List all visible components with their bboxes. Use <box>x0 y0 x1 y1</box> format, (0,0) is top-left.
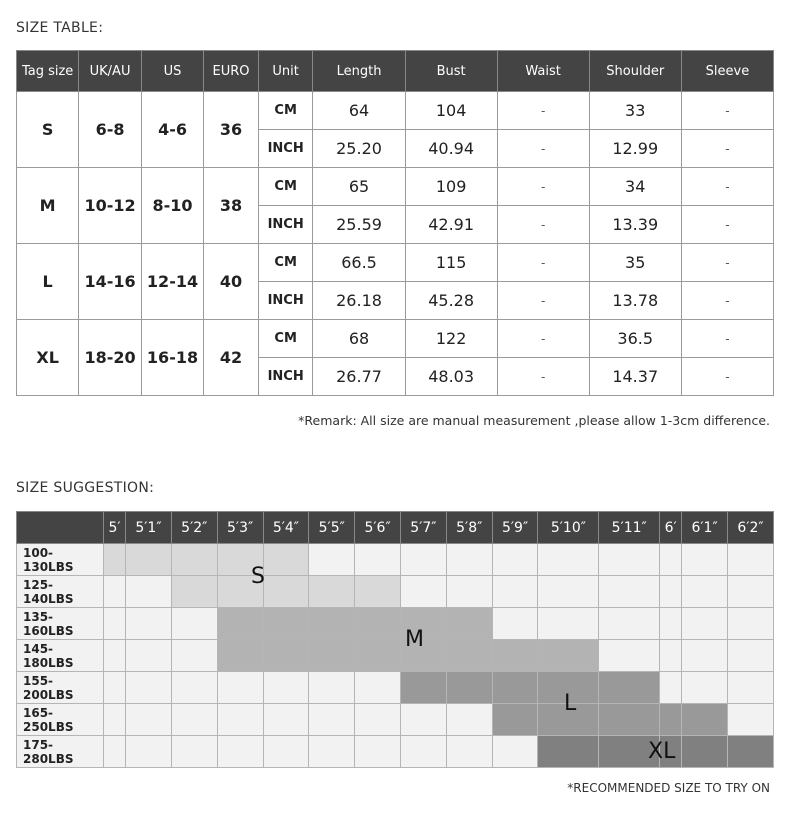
grid-cell-m <box>217 640 263 672</box>
shoulder-cell: 34 <box>589 168 681 206</box>
grid-cell-empty <box>660 544 682 576</box>
unit-cell: CM <box>258 168 313 206</box>
grid-cell-m <box>355 608 401 640</box>
size-table <box>16 50 774 396</box>
grid-cell-xl <box>728 736 774 768</box>
height-header: 5′6″ <box>355 512 401 544</box>
waist-cell: - <box>497 320 589 358</box>
sleeve-cell: - <box>681 130 773 168</box>
grid-cell-empty <box>355 672 401 704</box>
grid-cell-s <box>355 576 401 608</box>
col-waist: Waist <box>497 51 589 92</box>
grid-cell-empty <box>492 608 538 640</box>
weight-row <box>17 576 774 608</box>
height-header: 6′2″ <box>728 512 774 544</box>
grid-cell-empty <box>171 608 217 640</box>
grid-cell-empty <box>126 608 172 640</box>
shoulder-cell: 12.99 <box>589 130 681 168</box>
grid-cell-empty <box>728 640 774 672</box>
grid-cell-empty <box>126 736 172 768</box>
height-header: 6′ <box>660 512 682 544</box>
grid-cell-empty <box>355 544 401 576</box>
grid-cell-m <box>263 608 309 640</box>
waist-cell: - <box>497 206 589 244</box>
grid-cell-m <box>309 608 355 640</box>
grid-cell-empty <box>682 544 728 576</box>
grid-cell-empty <box>682 608 728 640</box>
weight-row <box>17 608 774 640</box>
shoulder-cell: 35 <box>589 244 681 282</box>
grid-cell-empty <box>104 736 126 768</box>
height-header: 5′5″ <box>309 512 355 544</box>
height-header: 5′1″ <box>126 512 172 544</box>
waist-cell: - <box>497 168 589 206</box>
size-row-s-cm <box>17 92 774 130</box>
grid-cell-xl <box>538 736 599 768</box>
size-suggestion-header-row <box>17 512 774 544</box>
height-header: 5′2″ <box>171 512 217 544</box>
waist-cell: - <box>497 282 589 320</box>
grid-cell-empty <box>126 672 172 704</box>
size-row-xl-cm <box>17 320 774 358</box>
unit-cell: INCH <box>258 206 313 244</box>
unit-cell: CM <box>258 92 313 130</box>
grid-cell-empty <box>355 704 401 736</box>
bust-cell: 115 <box>405 244 497 282</box>
grid-cell-empty <box>309 704 355 736</box>
length-cell: 25.59 <box>313 206 405 244</box>
unit-cell: CM <box>258 320 313 358</box>
weight-label: 175-280LBS <box>17 736 104 768</box>
zone-label-l: L <box>564 691 577 716</box>
grid-cell-l <box>492 672 538 704</box>
tag-size-cell: XL <box>17 320 79 396</box>
grid-cell-s <box>171 544 217 576</box>
grid-cell-empty <box>682 640 728 672</box>
grid-cell-empty <box>599 608 660 640</box>
grid-cell-m <box>309 640 355 672</box>
grid-cell-s <box>104 544 126 576</box>
grid-cell-empty <box>104 608 126 640</box>
grid-cell-empty <box>171 640 217 672</box>
waist-cell: - <box>497 358 589 396</box>
grid-cell-empty <box>104 672 126 704</box>
grid-cell-empty <box>446 736 492 768</box>
grid-cell-s <box>171 576 217 608</box>
bust-cell: 109 <box>405 168 497 206</box>
waist-cell: - <box>497 92 589 130</box>
grid-cell-empty <box>660 608 682 640</box>
size-table-header-row <box>17 51 774 92</box>
bust-cell: 122 <box>405 320 497 358</box>
bust-cell: 48.03 <box>405 358 497 396</box>
grid-cell-empty <box>401 576 447 608</box>
grid-cell-empty <box>263 736 309 768</box>
grid-cell-empty <box>599 544 660 576</box>
grid-cell-empty <box>728 672 774 704</box>
grid-cell-m <box>446 640 492 672</box>
grid-cell-empty <box>126 576 172 608</box>
col-sleeve: Sleeve <box>681 51 773 92</box>
grid-cell-l <box>682 704 728 736</box>
sleeve-cell: - <box>681 168 773 206</box>
grid-cell-empty <box>660 640 682 672</box>
waist-cell: - <box>497 130 589 168</box>
col-euro: EURO <box>204 51 259 92</box>
col-shoulder: Shoulder <box>589 51 681 92</box>
grid-cell-empty <box>446 544 492 576</box>
tag-size-cell: L <box>17 244 79 320</box>
grid-cell-empty <box>355 736 401 768</box>
grid-cell-l <box>660 704 682 736</box>
grid-cell-empty <box>538 608 599 640</box>
length-cell: 64 <box>313 92 405 130</box>
grid-cell-l <box>492 704 538 736</box>
unit-cell: INCH <box>258 130 313 168</box>
euro-cell: 36 <box>204 92 259 168</box>
size-suggestion-table <box>16 511 774 768</box>
us-cell: 12-14 <box>141 244 203 320</box>
grid-cell-s <box>126 544 172 576</box>
grid-cell-empty <box>309 736 355 768</box>
col-bust: Bust <box>405 51 497 92</box>
grid-cell-empty <box>660 576 682 608</box>
grid-cell-empty <box>492 736 538 768</box>
weight-label: 145-180LBS <box>17 640 104 672</box>
grid-cell-empty <box>171 704 217 736</box>
us-cell: 16-18 <box>141 320 203 396</box>
height-header: 5′8″ <box>446 512 492 544</box>
grid-cell-empty <box>660 672 682 704</box>
grid-cell-empty <box>104 576 126 608</box>
grid-cell-empty <box>263 704 309 736</box>
shoulder-cell: 14.37 <box>589 358 681 396</box>
grid-cell-l <box>446 672 492 704</box>
size-row-m-cm <box>17 168 774 206</box>
weight-label: 155-200LBS <box>17 672 104 704</box>
weight-label: 125-140LBS <box>17 576 104 608</box>
grid-cell-l <box>599 672 660 704</box>
grid-cell-m <box>263 640 309 672</box>
sleeve-cell: - <box>681 92 773 130</box>
grid-cell-empty <box>126 640 172 672</box>
grid-cell-m <box>355 640 401 672</box>
shoulder-cell: 13.78 <box>589 282 681 320</box>
grid-cell-empty <box>104 704 126 736</box>
col-tag-size: Tag size <box>17 51 79 92</box>
ukau-cell: 10-12 <box>79 168 142 244</box>
grid-cell-empty <box>492 544 538 576</box>
height-header: 5′4″ <box>263 512 309 544</box>
grid-cell-empty <box>446 704 492 736</box>
grid-cell-empty <box>682 576 728 608</box>
grid-cell-m <box>538 640 599 672</box>
weight-row <box>17 640 774 672</box>
grid-cell-empty <box>104 640 126 672</box>
unit-cell: CM <box>258 244 313 282</box>
grid-cell-empty <box>401 704 447 736</box>
waist-cell: - <box>497 244 589 282</box>
corner-cell <box>17 512 104 544</box>
size-suggestion-note: *RECOMMENDED SIZE TO TRY ON <box>567 781 770 795</box>
length-cell: 26.77 <box>313 358 405 396</box>
grid-cell-empty <box>309 544 355 576</box>
bust-cell: 42.91 <box>405 206 497 244</box>
length-cell: 25.20 <box>313 130 405 168</box>
grid-cell-m <box>446 608 492 640</box>
length-cell: 65 <box>313 168 405 206</box>
grid-cell-empty <box>263 672 309 704</box>
shoulder-cell: 13.39 <box>589 206 681 244</box>
grid-cell-empty <box>682 672 728 704</box>
grid-cell-s <box>263 576 309 608</box>
weight-label: 165-250LBS <box>17 704 104 736</box>
euro-cell: 38 <box>204 168 259 244</box>
grid-cell-s <box>309 576 355 608</box>
sleeve-cell: - <box>681 206 773 244</box>
grid-cell-empty <box>492 576 538 608</box>
col-us: US <box>141 51 203 92</box>
col-unit: Unit <box>258 51 313 92</box>
height-header: 6′1″ <box>682 512 728 544</box>
weight-row <box>17 672 774 704</box>
size-suggestion-heading: SIZE SUGGESTION: <box>16 480 155 496</box>
euro-cell: 40 <box>204 244 259 320</box>
zone-label-m: M <box>405 627 424 652</box>
size-table-remark: *Remark: All size are manual measurement ,please allow 1-3cm difference. <box>298 413 770 428</box>
bust-cell: 40.94 <box>405 130 497 168</box>
tag-size-cell: M <box>17 168 79 244</box>
bust-cell: 45.28 <box>405 282 497 320</box>
grid-cell-empty <box>446 576 492 608</box>
height-header: 5′7″ <box>401 512 447 544</box>
tag-size-cell: S <box>17 92 79 168</box>
grid-cell-l <box>401 672 447 704</box>
ukau-cell: 18-20 <box>79 320 142 396</box>
grid-cell-empty <box>309 672 355 704</box>
weight-row <box>17 544 774 576</box>
grid-cell-empty <box>217 704 263 736</box>
length-cell: 68 <box>313 320 405 358</box>
grid-cell-empty <box>728 576 774 608</box>
sleeve-cell: - <box>681 358 773 396</box>
grid-cell-s <box>263 544 309 576</box>
grid-cell-empty <box>538 544 599 576</box>
grid-cell-m <box>492 640 538 672</box>
zone-label-s: S <box>251 564 265 589</box>
grid-cell-empty <box>728 544 774 576</box>
grid-cell-empty <box>599 640 660 672</box>
grid-cell-empty <box>599 576 660 608</box>
sleeve-cell: - <box>681 320 773 358</box>
height-header: 5′9″ <box>492 512 538 544</box>
grid-cell-m <box>217 608 263 640</box>
height-header: 5′10″ <box>538 512 599 544</box>
weight-label: 100-130LBS <box>17 544 104 576</box>
grid-cell-empty <box>728 608 774 640</box>
grid-cell-empty <box>171 672 217 704</box>
shoulder-cell: 36.5 <box>589 320 681 358</box>
col-length: Length <box>313 51 405 92</box>
zone-label-xl: XL <box>648 739 676 764</box>
ukau-cell: 6-8 <box>79 92 142 168</box>
us-cell: 4-6 <box>141 92 203 168</box>
grid-cell-empty <box>401 544 447 576</box>
grid-cell-l <box>599 704 660 736</box>
length-cell: 26.18 <box>313 282 405 320</box>
col-ukau: UK/AU <box>79 51 142 92</box>
sleeve-cell: - <box>681 244 773 282</box>
bust-cell: 104 <box>405 92 497 130</box>
grid-cell-xl <box>682 736 728 768</box>
height-header: 5′11″ <box>599 512 660 544</box>
size-table-heading: SIZE TABLE: <box>16 20 104 36</box>
grid-cell-empty <box>401 736 447 768</box>
grid-cell-empty <box>538 576 599 608</box>
sleeve-cell: - <box>681 282 773 320</box>
us-cell: 8-10 <box>141 168 203 244</box>
unit-cell: INCH <box>258 358 313 396</box>
unit-cell: INCH <box>258 282 313 320</box>
size-row-l-cm <box>17 244 774 282</box>
weight-row <box>17 704 774 736</box>
grid-cell-empty <box>728 704 774 736</box>
height-header: 5′3″ <box>217 512 263 544</box>
length-cell: 66.5 <box>313 244 405 282</box>
grid-cell-empty <box>217 672 263 704</box>
height-header: 5′ <box>104 512 126 544</box>
grid-cell-empty <box>217 736 263 768</box>
weight-label: 135-160LBS <box>17 608 104 640</box>
shoulder-cell: 33 <box>589 92 681 130</box>
ukau-cell: 14-16 <box>79 244 142 320</box>
grid-cell-empty <box>126 704 172 736</box>
euro-cell: 42 <box>204 320 259 396</box>
grid-cell-empty <box>171 736 217 768</box>
